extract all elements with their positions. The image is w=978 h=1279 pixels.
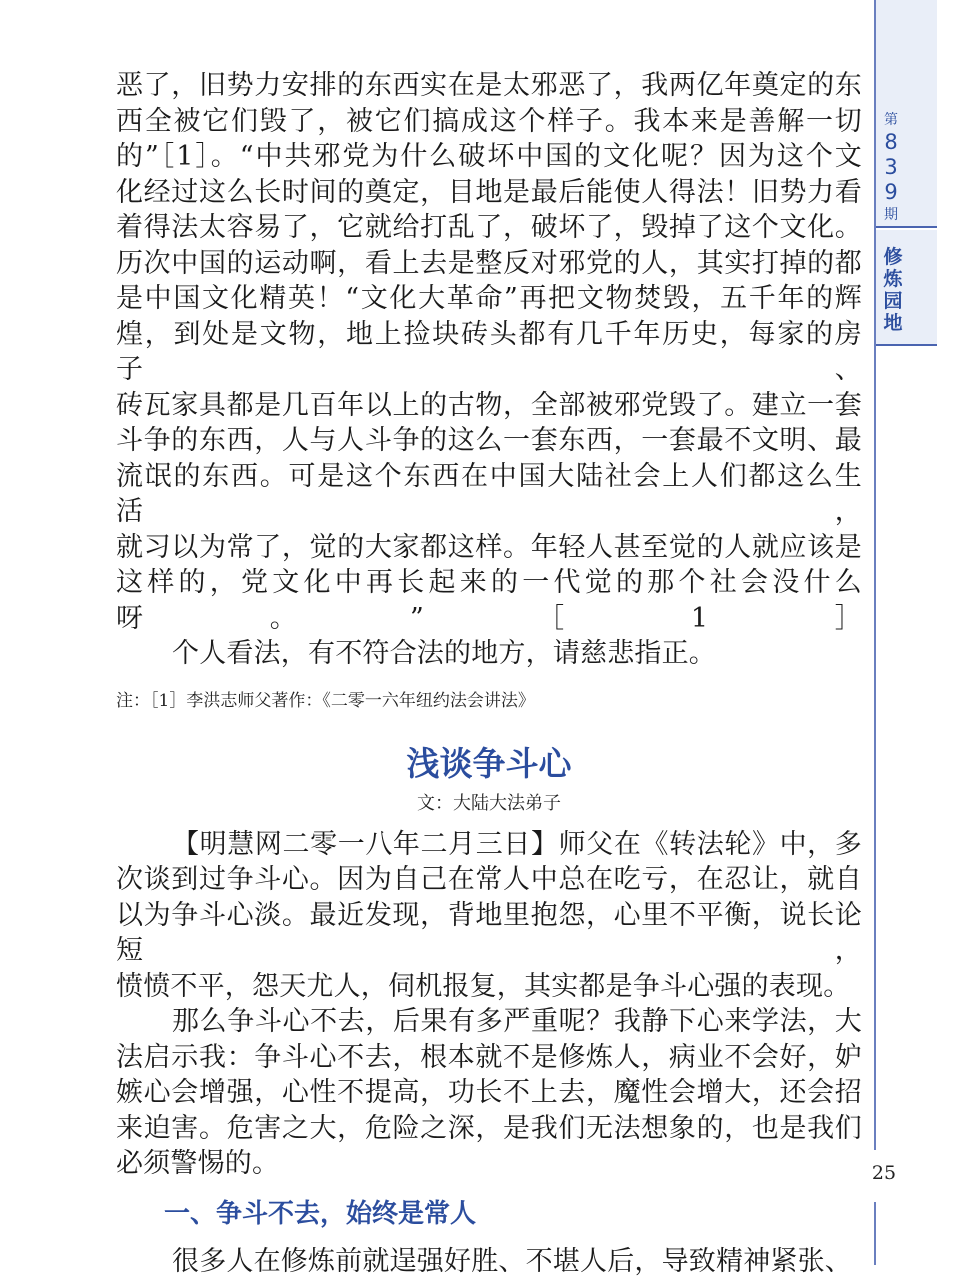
article-title: 浅谈争斗心 (116, 741, 862, 787)
text-line: 嫉心会增强，心性不提高，功长不上去，魔性会增大，还会招 (116, 1075, 862, 1111)
text-line: 化经过这么长时间的奠定，目地是最后能使人得法！旧势力看 (116, 175, 862, 211)
article-continuation (116, 68, 862, 713)
divider (876, 344, 937, 346)
text-line: 这样的，党文化中再长起来的一代觉的那个社会没什么呀。”［1］ (116, 565, 862, 636)
closing-line: 个人看法，有不符合法的地方，请慈悲指正。 (116, 636, 862, 672)
text-line: 愤愤不平，怨天尤人，伺机报复，其实都是争斗心强的表现。 (116, 969, 862, 1005)
text-line: 很多人在修炼前就逞强好胜、不堪人后，导致精神紧张、 (116, 1244, 862, 1279)
divider (876, 226, 937, 228)
text-line: 煌，到处是文物，地上捡块砖头都有几千年历史，每家的房子、 (116, 317, 862, 388)
text-line: 历次中国的运动啊，看上去是整反对邪党的人，其实打掉的都 (116, 246, 862, 282)
text-line: 是中国文化精英！“文化大革命”再把文物焚毁，五千年的辉 (116, 281, 862, 317)
text-line: 西全被它们毁了，被它们搞成这个样子。我本来是善解一切 (116, 104, 862, 140)
byline: 文：大陆大法弟子 (116, 791, 862, 817)
text-line: 来迫害。危害之大，危险之深，是我们无法想象的，也是我们 (116, 1111, 862, 1147)
sidebar (874, 0, 978, 1265)
text-line: 的”［1］。“中共邪党为什么破坏中国的文化呢？因为这个文 (116, 139, 862, 175)
paragraph-1 (116, 827, 862, 1005)
paragraph-2 (116, 1004, 862, 1182)
text-line: 那么争斗心不去，后果有多严重呢？我静下心来学法，大 (116, 1004, 862, 1040)
sidebar-rule-bottom (874, 1202, 876, 1265)
text-line: 【明慧网二零一八年二月三日】师父在《转法轮》中，多 (116, 827, 862, 863)
text-line: 恶了，旧势力安排的东西实在是太邪恶了，我两亿年奠定的东 (116, 68, 862, 104)
page-number: 25 (870, 1162, 898, 1184)
footnote: 注：［1］李洪志师父著作：《二零一六年纽约法会讲法》 (116, 689, 862, 713)
text-line: 法启示我：争斗心不去，根本就不是修炼人，病业不会好，妒 (116, 1040, 862, 1076)
text-line: 着得法太容易了，它就给打乱了，破坏了，毁掉了这个文化。 (116, 210, 862, 246)
section-heading: 一、争斗不去，始终是常人 (164, 1196, 862, 1232)
text-line: 砖瓦家具都是几百年以上的古物，全部被邪党毁了。建立一套 (116, 388, 862, 424)
section-label: 修 炼 园 地 (878, 246, 908, 334)
text-line: 斗争的东西，人与人斗争的这么一套东西，一套最不文明、最 (116, 423, 862, 459)
text-line: 次谈到过争斗心。因为自己在常人中总在吃亏，在忍让，就自 (116, 862, 862, 898)
text-line: 就习以为常了，觉的大家都这样。年轻人甚至觉的人就应该是 (116, 530, 862, 566)
issue-number: 第 8 3 9 期 (876, 110, 906, 225)
text-line: 以为争斗心淡。最近发现，背地里抱怨，心里不平衡，说长论短， (116, 898, 862, 969)
text-line: 必须警惕的。 (116, 1146, 862, 1182)
text-line: 流氓的东西。可是这个东西在中国大陆社会上人们都这么生活， (116, 459, 862, 530)
main-content (116, 68, 862, 1279)
